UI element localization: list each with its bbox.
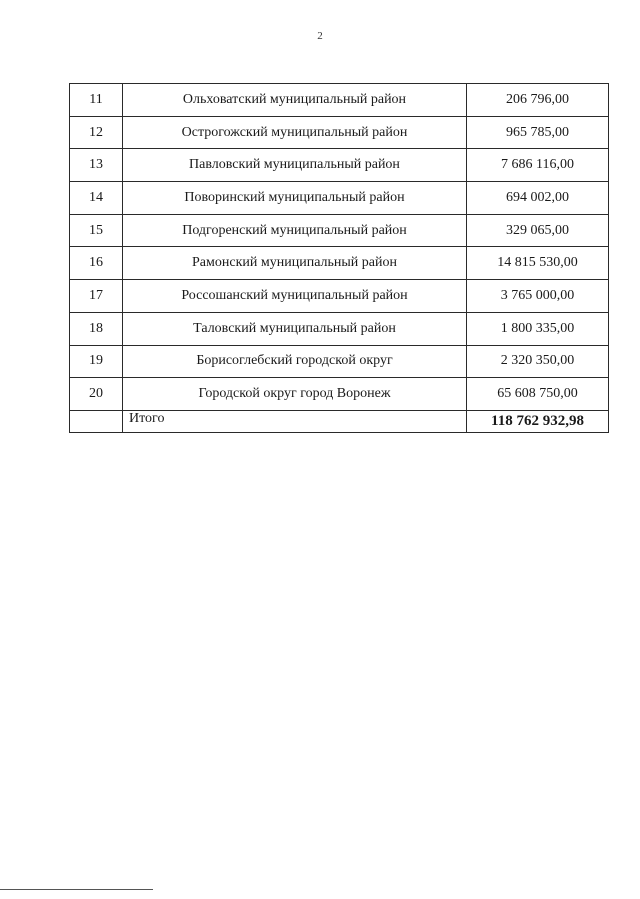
row-number: 18 (70, 312, 123, 345)
district-name: Поворинский муниципальный район (123, 182, 467, 215)
district-name: Павловский муниципальный район (123, 149, 467, 182)
total-label: Итого (123, 410, 467, 432)
table-row (70, 214, 609, 247)
table-row (70, 378, 609, 411)
amount: 65 608 750,00 (467, 378, 609, 411)
amount: 965 785,00 (467, 116, 609, 149)
district-name: Городской округ город Воронеж (123, 378, 467, 411)
district-name: Подгоренский муниципальный район (123, 214, 467, 247)
table-row (70, 182, 609, 215)
footnote-rule (0, 889, 153, 890)
district-name: Рамонский муниципальный район (123, 247, 467, 280)
table-row (70, 247, 609, 280)
amount: 7 686 116,00 (467, 149, 609, 182)
total-empty-cell (70, 410, 123, 432)
row-number: 12 (70, 116, 123, 149)
amount: 2 320 350,00 (467, 345, 609, 378)
district-name: Россошанский муниципальный район (123, 280, 467, 313)
amount: 329 065,00 (467, 214, 609, 247)
amount: 3 765 000,00 (467, 280, 609, 313)
amount: 694 002,00 (467, 182, 609, 215)
row-number: 14 (70, 182, 123, 215)
row-number: 20 (70, 378, 123, 411)
table-row (70, 149, 609, 182)
amount: 14 815 530,00 (467, 247, 609, 280)
district-name: Острогожский муниципальный район (123, 116, 467, 149)
table-row (70, 345, 609, 378)
table-row (70, 280, 609, 313)
table-row (70, 312, 609, 345)
total-row (70, 410, 609, 432)
row-number: 16 (70, 247, 123, 280)
page-number: 2 (317, 30, 323, 42)
row-number: 13 (70, 149, 123, 182)
table-row (70, 84, 609, 117)
row-number: 15 (70, 214, 123, 247)
district-name: Таловский муниципальный район (123, 312, 467, 345)
table-row (70, 116, 609, 149)
distribution-table (69, 83, 609, 433)
row-number: 11 (70, 84, 123, 117)
row-number: 17 (70, 280, 123, 313)
amount: 206 796,00 (467, 84, 609, 117)
row-number: 19 (70, 345, 123, 378)
district-name: Борисоглебский городской округ (123, 345, 467, 378)
amount: 1 800 335,00 (467, 312, 609, 345)
district-name: Ольховатский муниципальный район (123, 84, 467, 117)
total-amount: 118 762 932,98 (467, 410, 609, 432)
